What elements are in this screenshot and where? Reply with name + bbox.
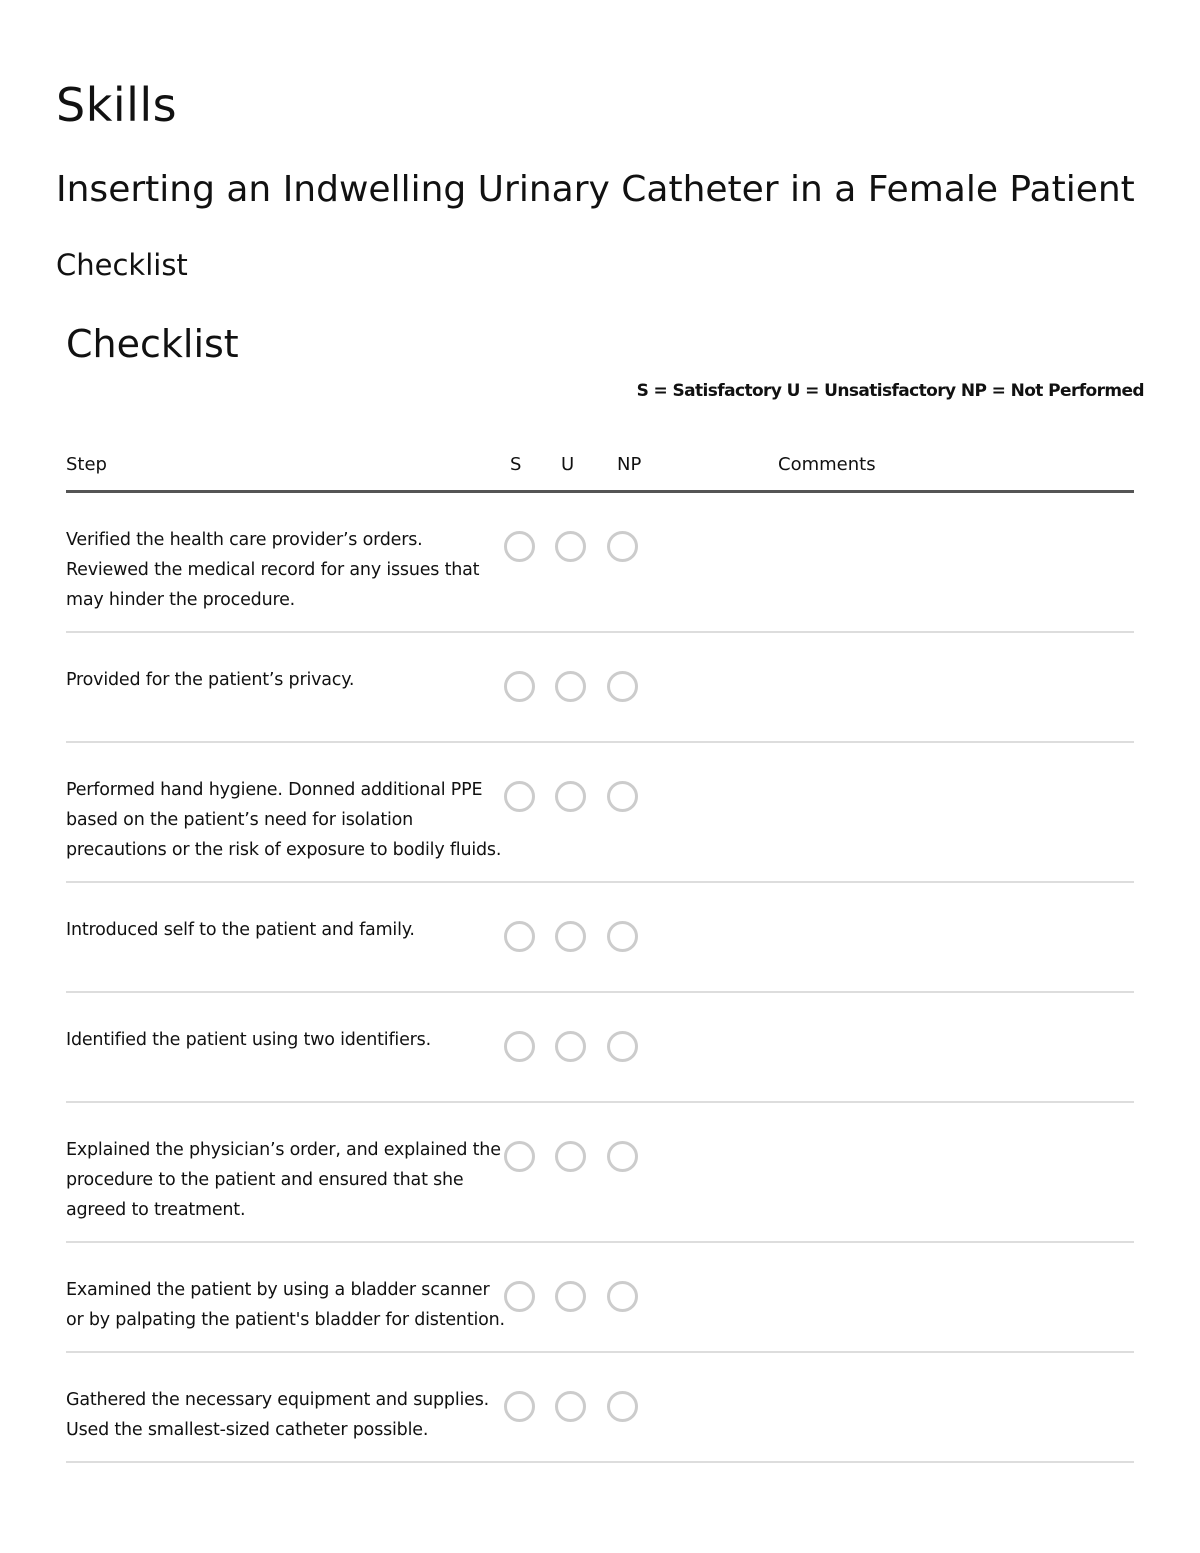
unsatisfactory-radio[interactable] xyxy=(555,921,586,952)
column-header-not-performed: NP xyxy=(617,454,642,475)
rating-legend: S = Satisfactory U = Unsatisfactory NP = Not Performed xyxy=(636,381,1144,401)
unsatisfactory-radio[interactable] xyxy=(555,1031,586,1062)
satisfactory-radio[interactable] xyxy=(504,1141,535,1172)
table-row xyxy=(66,743,1134,883)
section-subtitle: Checklist xyxy=(56,248,188,282)
unsatisfactory-radio[interactable] xyxy=(555,1391,586,1422)
table-row xyxy=(66,883,1134,993)
table-row xyxy=(66,493,1134,633)
unsatisfactory-radio[interactable] xyxy=(555,781,586,812)
comments-field[interactable] xyxy=(778,513,1128,583)
comments-field[interactable] xyxy=(778,1123,1128,1193)
not-performed-radio[interactable] xyxy=(607,531,638,562)
step-text: Identified the patient using two identifiers. xyxy=(66,1030,431,1050)
satisfactory-radio[interactable] xyxy=(504,921,535,952)
unsatisfactory-radio[interactable] xyxy=(555,531,586,562)
table-row xyxy=(66,1243,1134,1353)
unsatisfactory-radio[interactable] xyxy=(555,1281,586,1312)
unsatisfactory-radio[interactable] xyxy=(555,1141,586,1172)
satisfactory-radio[interactable] xyxy=(504,1281,535,1312)
not-performed-radio[interactable] xyxy=(607,781,638,812)
table-row xyxy=(66,1103,1134,1243)
comments-field[interactable] xyxy=(778,1263,1128,1333)
not-performed-radio[interactable] xyxy=(607,1281,638,1312)
satisfactory-radio[interactable] xyxy=(504,671,535,702)
procedure-title: Inserting an Indwelling Urinary Catheter in a Female Patient xyxy=(56,169,1135,210)
table-row xyxy=(66,633,1134,743)
page-title: Skills xyxy=(56,78,178,132)
comments-field[interactable] xyxy=(778,1013,1128,1083)
not-performed-radio[interactable] xyxy=(607,1031,638,1062)
satisfactory-radio[interactable] xyxy=(504,1031,535,1062)
not-performed-radio[interactable] xyxy=(607,671,638,702)
checklist-heading: Checklist xyxy=(66,322,239,366)
comments-field[interactable] xyxy=(778,1373,1128,1443)
step-text: Performed hand hygiene. Donned additional PPE based on the patient’s need for isolation precautions or the risk of exposure to bodily fluids. xyxy=(66,780,502,860)
comments-field[interactable] xyxy=(778,903,1128,973)
satisfactory-radio[interactable] xyxy=(504,531,535,562)
column-header-unsatisfactory: U xyxy=(561,454,575,475)
comments-field[interactable] xyxy=(778,763,1128,833)
checklist-table xyxy=(66,446,1134,1463)
unsatisfactory-radio[interactable] xyxy=(555,671,586,702)
table-header xyxy=(66,446,1134,493)
not-performed-radio[interactable] xyxy=(607,921,638,952)
step-text: Gathered the necessary equipment and supplies. Used the smallest-sized catheter possible. xyxy=(66,1390,490,1440)
step-text: Explained the physician’s order, and explained the procedure to the patient and ensured that she agreed to treatment. xyxy=(66,1140,501,1220)
satisfactory-radio[interactable] xyxy=(504,1391,535,1422)
step-text: Introduced self to the patient and family. xyxy=(66,920,415,940)
step-text: Examined the patient by using a bladder scanner or by palpating the patient's bladder for distention. xyxy=(66,1280,505,1330)
not-performed-radio[interactable] xyxy=(607,1391,638,1422)
not-performed-radio[interactable] xyxy=(607,1141,638,1172)
table-row xyxy=(66,1353,1134,1463)
table-row xyxy=(66,993,1134,1103)
column-header-comments: Comments xyxy=(778,454,876,475)
satisfactory-radio[interactable] xyxy=(504,781,535,812)
column-header-step: Step xyxy=(66,454,107,475)
comments-field[interactable] xyxy=(778,653,1128,723)
column-header-satisfactory: S xyxy=(510,454,522,475)
step-text: Verified the health care provider’s orders. Reviewed the medical record for any issues that may hinder the procedure. xyxy=(66,530,480,610)
step-text: Provided for the patient’s privacy. xyxy=(66,670,355,690)
